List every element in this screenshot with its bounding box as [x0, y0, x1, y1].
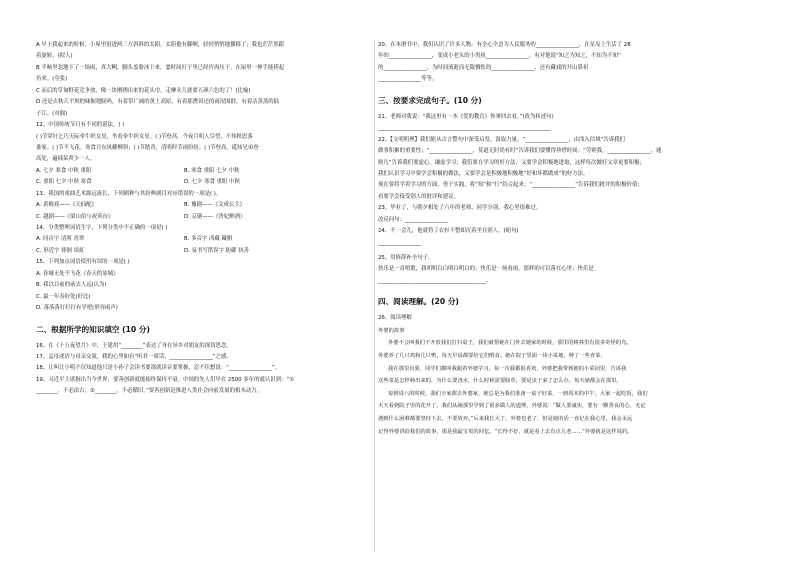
q14-option-d[interactable]: D. 易书写错误字 防御 执善 — [184, 247, 249, 254]
q13-option-c[interactable]: C. 越剧——《梁山伯与祝英台》 — [36, 213, 114, 220]
story-line-7: 遇到什么困难都要坚持下去，不要放弃。”后来我长大了，外婆也老了，但是她的话一直记在我心里，我会永远 — [378, 415, 633, 422]
q11-option-b-line2: 鱼来。(夸张) — [36, 76, 68, 83]
section-2-title: 二、根据所学的知识填空 (10 分) — [36, 324, 150, 334]
q17: 17、孟母成语与母亲交流，我的心里如有“听君一席话，________________”之感。 — [36, 353, 232, 360]
section-3-title: 三、按要求完成句子。(10 分) — [378, 95, 482, 105]
q24-stem: 24、不一会儿，他就将了衣衫不整却沉着坐在别人。(缩句) — [378, 228, 519, 235]
q15-option-a[interactable]: A. 春城无处不飞花《春天的原城》 — [36, 270, 119, 277]
q11-option-a-line2: 着旋转。(拟人) — [36, 53, 73, 60]
q15-option-c[interactable]: C. 最一年春好处(好比) — [36, 293, 91, 300]
q16: 16、在《十五夜望月》中，王建用“________”表达了身在异乡对朋友的深切思念。 — [36, 342, 232, 349]
right-column — [378, 40, 760, 438]
q22-line-3: 则凡”告诉我们要虚心、谦虚学习；我们要在学习的好方法，又要学会积极地进取，这样每次做好文章更要积极； — [378, 159, 645, 166]
q25-answer[interactable]: ________________________________________。 — [378, 277, 492, 284]
q23-stem: 23、毕业了，与朝夕相处了六年的老师、同学分别，我心里很难过。 — [378, 205, 542, 212]
q12-option-c[interactable]: C. 重阳 七夕 中秋 寒食 — [36, 179, 92, 186]
q12-option-a[interactable]: A. 七夕 寒食 中秋 重阳 — [36, 167, 92, 174]
q13-options-row1 — [36, 200, 372, 211]
q12-line-3: 高处，遍插茱萸少一人。 — [36, 156, 96, 163]
q12-line-1: ( )节穿针乞巧天际牵牛织女星，坐看牵牛织女星。( )节登高，今夜月明人尽望，不知秋思落 — [36, 133, 253, 140]
left-column — [36, 40, 372, 398]
q25-line-2: 快乐是一首明歌，我明明白白明白明白的；快乐是一场看雨，那样的可以落在心里；快乐是 — [378, 266, 594, 273]
q22-line-1: 22、【文明明理】我们能从古言警句中深受启发，汲取力量。“________________，由浅入信域”告诉我们 — [378, 136, 625, 143]
q14-stem: 14、分类整理词语生字，下列分类中不正确的一项是( ) — [36, 225, 168, 231]
q12-options-row2 — [36, 177, 372, 188]
story-line-3: 我在那里玩耍，同学们都叫我跟着外婆学习，每一次我都很喜欢，外婆把我带到她的小菜园里，告诉我 — [388, 365, 627, 372]
story-line-8: 记得外婆讲给我们的故事，那是我最宝贵的回忆。“长得不好，就是看上去有点儿老……”外婆就是这样说的。 — [378, 428, 633, 435]
q14-options-row1 — [36, 234, 372, 245]
q15-stem: 15、下列加点词语使用有误的一项是( ) — [36, 259, 130, 266]
q13-stem: 13、我国的戏曲艺术源远流长，下列剧种与其经典剧目对应错误的一项是( )。 — [36, 190, 222, 197]
q15-option-b[interactable]: B. 我以目前的前去人远(认为) — [36, 282, 107, 289]
column-divider — [374, 40, 375, 552]
q22-line-2: 做事积累的重要性；“________________，莫道无时尚有时”告诉我们要懂得珍惜时间；“劳则我，________________，通 — [378, 148, 662, 155]
q20-line-4: ________________等等。 — [378, 76, 438, 83]
q12-stem: 12、中国传统节日有不同的说法。( ) — [36, 122, 125, 129]
q20-line-2: 年的________________，变成小老头的小男孩________________，有对他说“知之为知之，不知为不知” — [378, 53, 621, 60]
story-line-1: 外婆不会叫我们不开放我们打扫桌子，我们就帮她在门外去她家的时候，那里的树林里有很多奇怪的鸟。 — [388, 340, 632, 347]
q13-option-a[interactable]: A. 黄梅戏——《天仙配》 — [36, 202, 97, 209]
q21-stem: 21、老师对我说：“我这里有一本《爱的教育》你拿回去看。”(改为转述句) — [378, 113, 554, 120]
q11-option-b-line1: B 半晌里忽地下了一场雨，真大啊，脚头盖脸冰下来，霎时间打于里已经泻再压于，在屋里一伸手能捞起 — [36, 64, 284, 71]
q13-option-b[interactable]: B. 豫剧——《文成公主》 — [184, 202, 246, 209]
q11-option-c: C 而后的草甸野花竞争放，像一块刚绣出来的花头巾，走摩永儿就要五颜六色的了！(比喻) — [36, 87, 251, 94]
q20-line-3: 的________________，为时间流逝而无限惆怅的________________，还有藏戏的开山鼻祖 — [378, 64, 589, 71]
q14-option-c[interactable]: C. 形近字 徘徊 谈虹 — [36, 247, 85, 254]
q12-option-b[interactable]: B. 寒食 重阳 七夕 中秋 — [184, 167, 240, 174]
q14-options-row2 — [36, 246, 372, 257]
q14-option-b[interactable]: B. 多音字 西藏 藏棋 — [184, 236, 233, 243]
q11-option-d-line1: D 还是去秋天平坝的味握翅膀吗，有着带广阔的黄土高原，有着那熏田还的雨况围群，有着洁蒸蒸的陆 — [36, 99, 280, 106]
q22-line-4: 我们认识学习中要学会积极的做法，又要学会是积极地积极地“好和坏都做成”的好方法。 — [378, 170, 589, 177]
story-line-5: 每到周六的时候，我们全家都去外婆家，她总是为我们准备一桌子好菜，一到周末的中午，大家一起吃饭，我们 — [388, 390, 648, 397]
q21-answer-line[interactable]: ________________________________________________________________ — [378, 125, 551, 132]
q25-stem: 25、用修辞补全句子。 — [378, 255, 434, 261]
q26-stem: 26、阅读理解 — [378, 315, 412, 322]
q18: 18、让叫让小明不仅知道他只是小孙子会读书要那就读音要掌握，忍不住想说：“________________”。 — [36, 365, 281, 372]
q20-line-1: 20、在本册书中，我们认识了许多人物。有全心全意为人民服务的________________，在星岛上生活了 28 — [378, 42, 631, 48]
q14-option-a[interactable]: A. 同音字 清照 青翠 — [36, 236, 85, 243]
section-4-title: 四、阅读理解。(20 分) — [378, 297, 459, 307]
q19-line-1: 19、习近平主席指出当今世界，要善创新就能始终保持不衰。中国的先人们早在 2500 多年的就认识到：“① — [36, 376, 295, 383]
q13-options-row2 — [36, 212, 372, 223]
q22-line-6: 看要学会接受别人的批评和建议。 — [378, 193, 459, 200]
q23-answer[interactable]: 改反问句：________________ — [378, 216, 449, 223]
q22-line-5: 现在要将学着学习的方面，勇于实践，将“知”和“行”结合起来；“________________”告诉我们批评的积极价值； — [378, 182, 643, 189]
q24-answer[interactable]: ________________ — [378, 239, 422, 246]
q12-option-d[interactable]: D. 七夕 寒食 重阳 中秋 — [184, 179, 240, 186]
q19-line-2: ________，不必法古；②________，不必循旧。”要善创新是推进人类社会向前发展的根本动力。 — [36, 388, 262, 395]
q12-options-row1 — [36, 166, 372, 177]
story-line-2: 外婆养了几只鸡和几只鸭，每天早晨都要给它们喂食。她在院子里面一块小菜地，种了一些青菜， — [378, 352, 606, 359]
story-title: 外婆的故事 — [378, 327, 405, 334]
story-line-6: 天天看到院子里的花开了，我们从她那里学到了很多做人的道理，外婆说：“做人要诚实，要有一颗善良的心，无论 — [378, 403, 646, 410]
q15-option-d[interactable]: D. 落落落打打打有学吧(形容雨声) — [36, 305, 118, 312]
q11-option-d-line2: 子江。(对偶) — [36, 110, 68, 117]
q11-option-a-line1: A 早上我起来的时候，小屋里射进两三方斜斜的太阳。太阳他有脚啊，轻轻悄悄地挪移了；我也茫茫然跟 — [36, 42, 284, 48]
story-line-4: 这些菜是怎样种出来的，为什么要浇水，什么时候需要除草，要是虫子来了怎么办，每天她都会在那里。 — [378, 378, 622, 385]
q13-option-d[interactable]: D. 京剧——《贵妃醉酒》 — [184, 213, 246, 220]
q12-line-2: 谁家。( )节不飞花。寒食日东风御柳斜；( )节踏青，清明时节雨纷纷。( )节登高，遥知兄弟登 — [36, 144, 259, 151]
